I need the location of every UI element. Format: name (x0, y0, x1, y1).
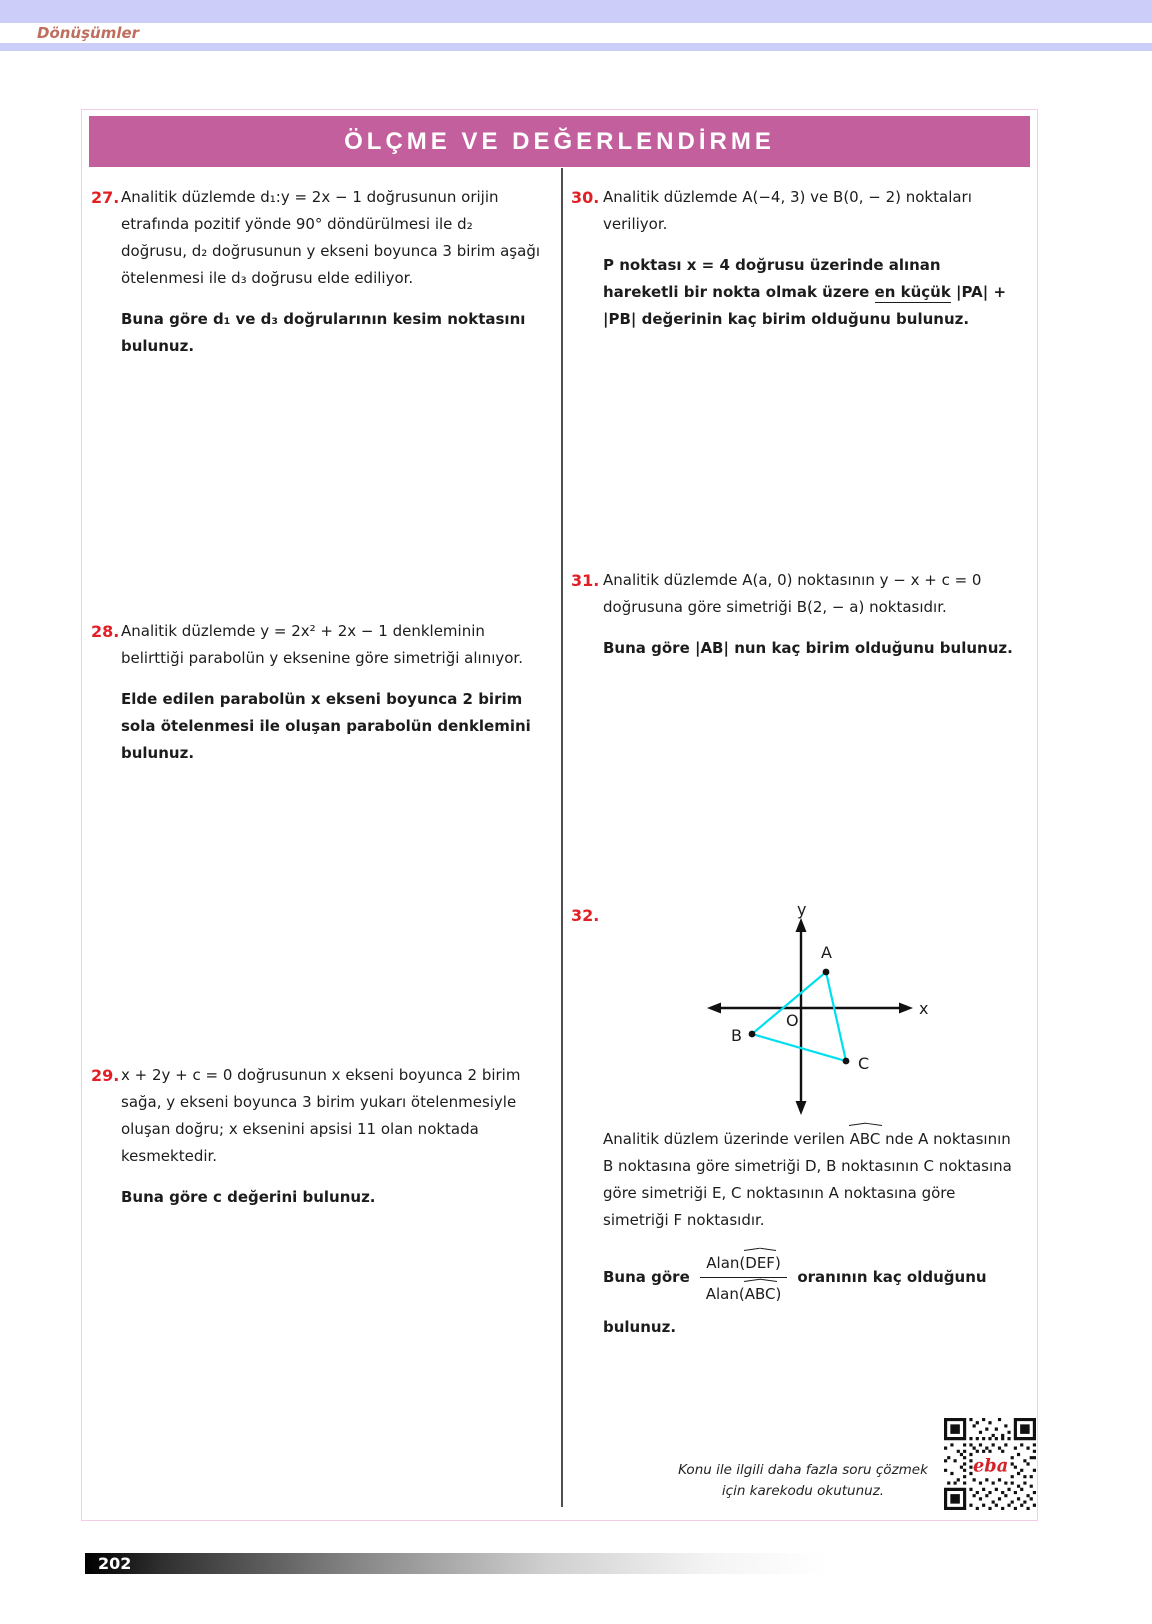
question-30-body (603, 184, 1015, 333)
coordinate-figure (661, 902, 961, 1117)
question-27-body (121, 184, 543, 360)
fraction-denominator (700, 1278, 788, 1306)
question-31-text: Analitik düzlemde A(a, 0) noktasının y − x + c = 0 doğrusuna göre simetriği B(2, − a) noktasıdır. (603, 571, 982, 616)
numerator-post: ) (774, 1254, 781, 1272)
abc-widehat: ABC (850, 1125, 881, 1153)
question-28-task: Elde edilen parabolün x ekseni boyunca 2 birim sola ötelenmesi ile oluşan parabolün denklemini bulunuz. (121, 690, 531, 762)
point-c (843, 1058, 850, 1065)
area-ratio-fraction (700, 1248, 788, 1306)
coordinate-plane-svg (661, 902, 961, 1117)
question-32-task-end: bulunuz. (603, 1318, 677, 1336)
question-29-body (121, 1062, 543, 1211)
qr-caption-line2: için karekodu okutunuz. (721, 1483, 885, 1499)
triangle-abc (752, 972, 846, 1061)
qr-caption (638, 1460, 968, 1502)
question-32-task-lead: Buna göre (603, 1267, 690, 1286)
question-32-text (603, 1125, 1015, 1234)
question-29-task: Buna göre c değerini bulunuz. (121, 1188, 376, 1206)
question-32-text-a: Analitik düzlem üzerinde verilen (603, 1130, 850, 1148)
breadcrumb: Dönüşümler (37, 24, 140, 42)
question-31-task: Buna göre |AB| nun kaç birim olduğunu bulunuz. (603, 639, 1013, 657)
question-32-number: 32. (571, 906, 600, 925)
qr-code (944, 1418, 1036, 1510)
question-28-text: Analitik düzlemde y = 2x² + 2x − 1 denkleminin belirttiği parabolün y eksenine göre simetriği alınıyor. (121, 622, 523, 667)
numerator-pre: Alan( (706, 1254, 746, 1272)
top-lavender-bar (0, 0, 1152, 23)
question-31-number: 31. (571, 571, 600, 590)
question-30-number: 30. (571, 188, 600, 207)
question-32-body (603, 1125, 1015, 1341)
qr-caption-line1: Konu ile ilgili daha fazla soru çözmek (678, 1462, 928, 1478)
question-32 (571, 902, 1015, 1355)
question-30-task (603, 252, 1015, 333)
question-29-number: 29. (91, 1066, 120, 1085)
question-31 (571, 567, 1015, 676)
question-31-body (603, 567, 1015, 662)
label-b: B (731, 1026, 742, 1045)
y-axis-up-arrow (796, 918, 807, 932)
question-29 (91, 1062, 543, 1225)
question-32-text-b: nde A noktasının B noktasına göre simetriği D, B noktasının C noktasına göre simetriği E, C noktasının A noktasına göre simetriği F noktasıdır. (603, 1130, 1012, 1229)
column-divider (561, 168, 563, 1507)
section-title: ÖLÇME VE DEĞERLENDİRME (344, 127, 775, 155)
fraction-numerator (700, 1248, 787, 1278)
label-c: C (858, 1054, 870, 1073)
x-axis-right-arrow (899, 1003, 913, 1014)
question-30-text: Analitik düzlemde A(−4, 3) ve B(0, − 2) noktaları veriliyor. (603, 188, 972, 233)
question-32-task (603, 1248, 1015, 1306)
question-28-body (121, 618, 543, 767)
denominator-post: ) (775, 1285, 782, 1303)
second-lavender-bar (0, 43, 1152, 51)
breadcrumb-band (0, 23, 1152, 43)
question-28-number: 28. (91, 622, 120, 641)
question-29-text: x + 2y + c = 0 doğrusunun x ekseni boyunca 2 birim sağa, y ekseni boyunca 3 birim yukarı ötelenmesiyle oluşan doğru; x eksenini apsisi 11 olan noktada kesmektedir. (121, 1066, 521, 1165)
question-28 (91, 618, 543, 781)
question-32-task-tail: oranının kaç olduğunu (797, 1267, 987, 1286)
label-a: A (821, 943, 832, 962)
question-30-task-a: P noktası x = 4 doğrusu üzerinde alınan hareketli bir nokta olmak üzere (603, 256, 941, 301)
content-frame (81, 109, 1038, 1521)
abc-widehat-2: ABC (745, 1281, 776, 1306)
section-banner (89, 116, 1030, 167)
point-a (823, 969, 830, 976)
point-b (749, 1031, 756, 1038)
question-27-text: Analitik düzlemde d₁:y = 2x − 1 doğrusunun orijin etrafında pozitif yönde 90° döndürülmesi ile d₂ doğrusu, d₂ doğrusunun y ekseni boyunca 3 birim aşağı ötelenmesi ile d₃ doğrusu elde ediliyor. (121, 188, 541, 287)
origin-label: O (786, 1011, 799, 1030)
question-27-task: Buna göre d₁ ve d₃ doğrularının kesim noktasını bulunuz. (121, 310, 526, 355)
qr-code-svg (944, 1418, 1036, 1510)
x-axis-label: x (919, 999, 929, 1018)
y-axis-label: y (797, 902, 807, 919)
eba-logo: eba (973, 1455, 1009, 1477)
def-widehat: DEF (745, 1250, 775, 1275)
page-number-bar (85, 1553, 827, 1574)
question-30 (571, 184, 1015, 347)
x-axis-left-arrow (707, 1003, 721, 1014)
question-30-task-b: |PA| + |PB| değerinin kaç birim olduğunu bulunuz. (603, 283, 1007, 328)
question-30-underlined: en küçük (874, 283, 951, 301)
question-27 (91, 184, 543, 374)
denominator-pre: Alan( (705, 1285, 745, 1303)
question-27-number: 27. (91, 188, 120, 207)
page-number: 202 (98, 1554, 132, 1573)
y-axis-down-arrow (796, 1101, 807, 1115)
